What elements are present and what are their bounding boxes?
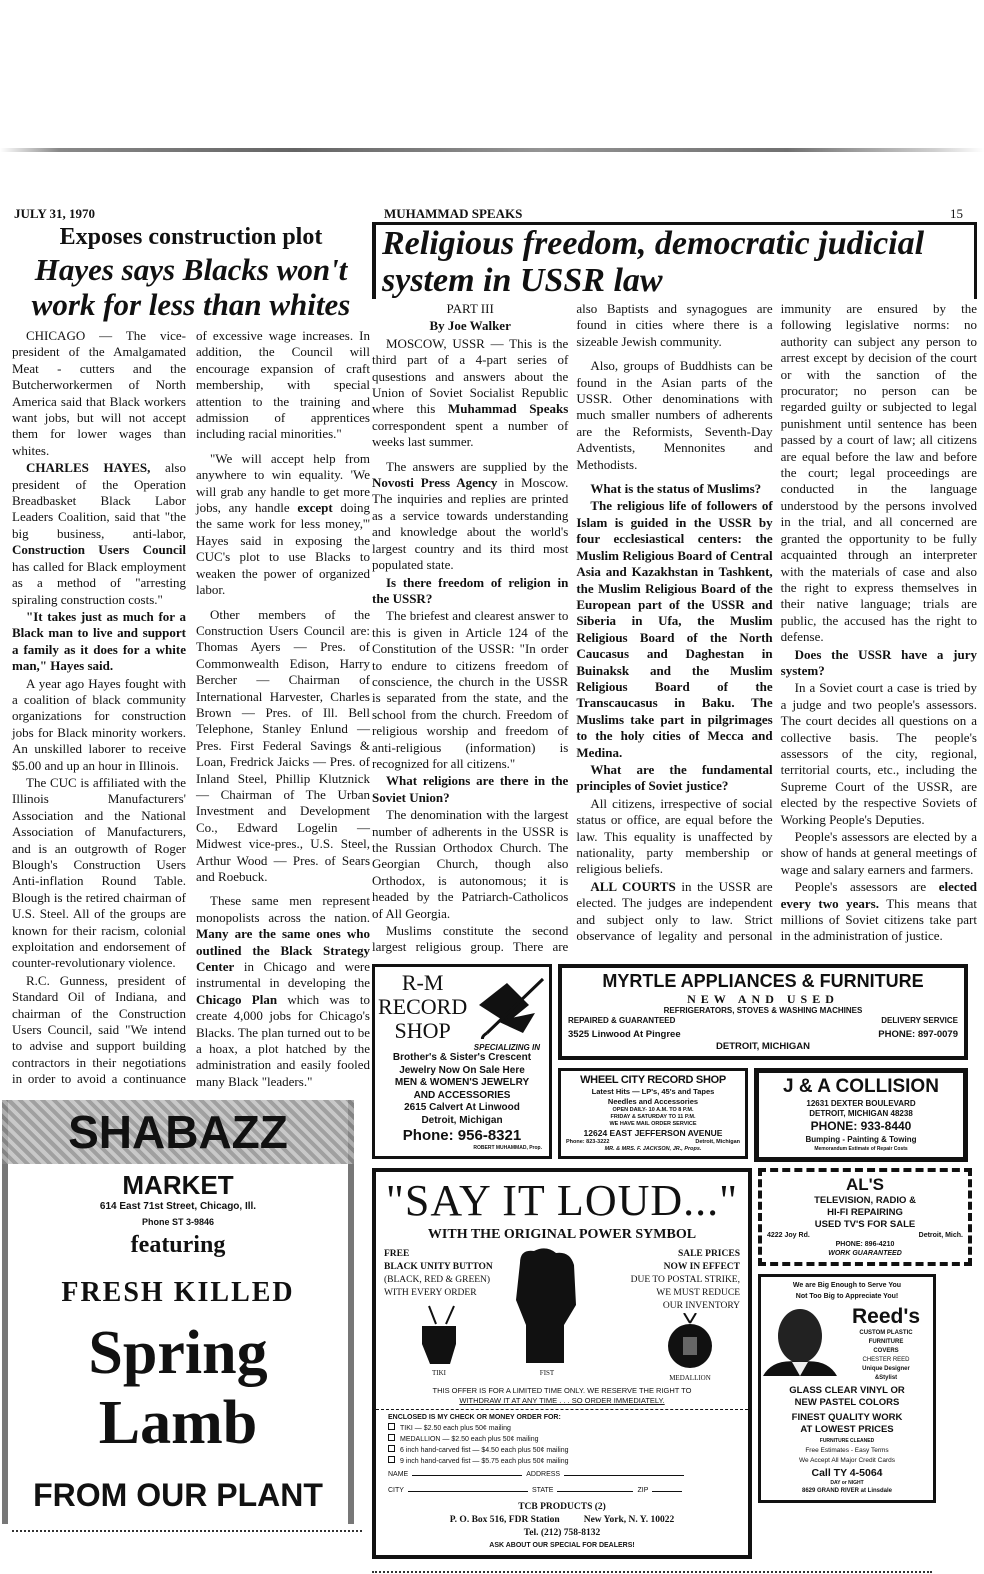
ad-line: &Stylist <box>874 1374 898 1381</box>
paragraph <box>372 608 568 772</box>
state-label: STATE <box>531 1486 554 1494</box>
fist-icon <box>512 1248 582 1364</box>
question-subhead <box>372 773 568 806</box>
ad-line: USED TV'S FOR SALE <box>814 1218 916 1230</box>
text-run: All citizens, irrespective of social status or office, are equal before the law. This equality is unaffected by nationality, party membership or religious beliefs. <box>576 795 773 877</box>
ad-line: Not Too Big to Appreciate You! <box>795 1292 899 1300</box>
zip-label: ZIP <box>637 1486 649 1494</box>
ad-line: FURNITURE CLEANED <box>819 1437 875 1444</box>
name-field[interactable] <box>412 1475 522 1476</box>
ad-line: REFRIGERATORS, STOVES & WASHING MACHINES <box>663 1005 863 1015</box>
text-run: The religious life of followers of Islam is guided in the USSR by four ecclesiastical centers: the Muslim Religious Board of Central Asia and Kazakhstan in Tashkent, the Muslim Religious Board of the European part of the USSR and Siberia in Ufa, the Muslim Religious Board of the North Caucasus and Daghestan in Buinaksk and the Muslim Religious Board of the Transcaucasus in Baku. The Muslims take part in pilgrimages to the holy cities of Mecca and Medina. <box>576 498 773 760</box>
dotted-rule <box>12 1530 362 1533</box>
text-run: in Chicago and were instrumental in developing the <box>196 959 370 991</box>
company-name: TCB PRODUCTS (2) <box>518 1501 606 1512</box>
page-number: 15 <box>950 206 963 221</box>
left-article-body <box>12 328 370 1090</box>
top-hat-cane-icon <box>469 975 545 1039</box>
order-form-heading: ENCLOSED IS MY CHECK OR MONEY ORDER FOR: <box>388 1413 561 1421</box>
ad-shabazz-market <box>2 1100 354 1524</box>
order-option[interactable] <box>388 1423 736 1434</box>
text-run: ALL COURTS <box>590 878 676 894</box>
ad-reeds-furniture-covers <box>758 1274 936 1503</box>
ad-title: MYRTLE APPLIANCES & FURNITURE <box>602 970 924 991</box>
right-article-headline: Religious freedom, democratic judicial system in USSR law <box>372 222 977 299</box>
ad-line: CUSTOM PLASTIC <box>859 1329 913 1336</box>
text-run: which was to create 4,000 jobs for Chicago's Blacks. The plan turned out to be a hoax, a plot hatched by the administration and easily fooled many Black "leaders." <box>196 991 370 1089</box>
paragraph <box>12 676 186 774</box>
paragraph <box>781 879 977 945</box>
text-run: Muslims constitute the second largest religious group. There are also Baptists and synagogues are found in cities where there is a sizeable Jewish community. <box>372 301 773 955</box>
rm-header <box>378 971 546 1043</box>
ad-line: Detroit, Michigan <box>421 1114 503 1126</box>
ad-title: "SAY IT LOUD..." <box>385 1175 739 1225</box>
ad-title: AL'S <box>845 1174 885 1194</box>
ad-ja-collision <box>754 1068 968 1162</box>
ad-wheel-city-record-shop <box>558 1068 748 1159</box>
ad-line: WORK GUARANTEED <box>828 1249 902 1257</box>
ad-line: CHESTER REED <box>862 1356 910 1363</box>
ad-proprietor: MR. & MRS. F. JACKSON, JR., Props. <box>604 1145 702 1152</box>
ad-line: Needles and Accessories <box>607 1096 699 1106</box>
text-run: doing the same work for less money,''' Hayes said in exposing the CUC's plot to use Blacks to weaken the power of organized labor. <box>196 500 370 598</box>
ad-line: GLASS CLEAR VINYL OR <box>789 1384 905 1396</box>
ad-line: DUE TO POSTAL STRIKE, <box>630 1274 740 1285</box>
ad-line: Latest Hits — LP's, 45's and Tapes <box>591 1086 715 1096</box>
print-smudge-line <box>0 148 984 152</box>
text-run: What are the fundamental principles of Soviet justice? <box>576 761 773 794</box>
city-label: CITY <box>388 1486 404 1494</box>
paragraph <box>196 607 370 886</box>
ad-proprietor: ROBERT MUHAMMAD, Prop. <box>473 1145 542 1152</box>
text-run: "It takes just as much for a Black man to live and support a family as it does for a white man," Hayes said. <box>12 608 186 674</box>
ad-line: FRIDAY & SATURDAY TO 11 P.M. <box>610 1113 696 1120</box>
medallion-icon <box>662 1313 718 1369</box>
text-run: What religions are there in the Soviet Union? <box>372 773 569 805</box>
order-option[interactable] <box>388 1445 736 1456</box>
byline: By Joe Walker <box>429 318 511 334</box>
caption-tiki: TIKI <box>432 1368 446 1377</box>
ad-title: SHABAZZ <box>68 1106 288 1159</box>
paragraph <box>372 459 568 574</box>
option-label: 6 inch hand-carved fist — $4.50 each plus 50¢ mailing <box>400 1446 569 1454</box>
ad-als-tv-repair <box>758 1168 972 1266</box>
ad-line: featuring <box>130 1232 226 1259</box>
ad-phone: Call TY 4-5064 <box>811 1466 883 1479</box>
checkbox[interactable] <box>388 1456 395 1463</box>
right-article-body <box>372 301 977 956</box>
ad-line: WE HAVE MAIL ORDER SERVICE <box>609 1120 697 1127</box>
ad-line: MEN & WOMEN'S JEWELRY <box>394 1077 530 1089</box>
ad-line: AT LOWEST PRICES <box>800 1423 894 1435</box>
ad-phone: Phone ST 3-9846 <box>141 1217 215 1228</box>
ad-phone: PHONE: 897-0079 <box>878 1028 958 1040</box>
ads-row-small <box>558 1068 968 1162</box>
text-run: Many are the same ones who outlined the Black Strategy Center <box>196 926 370 975</box>
shop-name-line: R-M <box>401 969 444 995</box>
ad-subtitle: MARKET <box>122 1170 234 1201</box>
ad-line: DAY or NIGHT <box>830 1479 864 1486</box>
text-run: Novosti Press Agency <box>372 475 498 491</box>
text-run: Does the USSR have a jury system? <box>780 646 977 678</box>
paragraph <box>372 336 568 451</box>
ad-say-it-loud <box>372 1168 752 1559</box>
cut-line <box>376 1409 748 1410</box>
text-run: What is the status of Muslims? <box>590 481 762 497</box>
text-run: Muhammad Speaks <box>447 401 569 417</box>
paragraph <box>12 460 186 608</box>
ad-address: 8629 GRAND RIVER at Linsdale <box>801 1487 893 1494</box>
ad-phone: PHONE: 896-4210 <box>835 1240 895 1248</box>
ad-city: Detroit, Mich. <box>918 1231 963 1239</box>
ad-city: New York, N. Y. 10022 <box>583 1514 675 1525</box>
text-run: in Moscow. The inquiries and replies are printed as a service towards understanding and knowledge about the world's largest country and its third most populated state. <box>372 475 569 573</box>
text-run: A year ago Hayes fought with a coalition of black community organizations for construction jobs for Black minority workers. An unskilled laborer to receive $5.00 and up an hour in Illinois. <box>12 675 186 773</box>
question-subhead <box>576 762 772 795</box>
tiki-fist-icon <box>414 1304 464 1364</box>
ad-line: OUR INVENTORY <box>662 1300 740 1311</box>
ad-line: FROM OUR PLANT <box>33 1477 323 1514</box>
newspaper-name: MUHAMMAD SPEAKS <box>384 206 523 221</box>
ad-line: We are Big Enough to Serve You <box>792 1281 902 1289</box>
ad-line: Spring <box>88 1319 268 1388</box>
name-label: NAME <box>388 1470 409 1478</box>
dealers-note: ASK ABOUT OUR SPECIAL FOR DEALERS! <box>489 1541 635 1549</box>
text-run: Is there freedom of religion in the USSR? <box>372 574 569 606</box>
paragraph <box>12 328 186 459</box>
ad-line: BLACK UNITY BUTTON <box>384 1261 493 1272</box>
ad-line: Free Estimates - Easy Terms <box>805 1446 889 1454</box>
option-label: 9 inch hand-carved fist — $5.75 each plus 50¢ mailing <box>400 1457 569 1465</box>
city-field[interactable] <box>408 1491 528 1492</box>
ad-line: 12631 DEXTER BOULEVARD <box>806 1098 916 1108</box>
address-field[interactable] <box>564 1475 684 1476</box>
text-run: This means that millions of Soviet citizens take part in the administration of justice. <box>780 895 977 944</box>
ad-rm-record-shop <box>372 964 552 1160</box>
text-run: except <box>297 500 333 516</box>
ad-subtitle: WITH THE ORIGINAL POWER SYMBOL <box>427 1226 697 1242</box>
ad-address: 3525 Linwood At Pingree <box>568 1028 681 1040</box>
text-run: Other members of the Construction Users Council are: Thomas Ayers — Pres. of Commonwealth Edison, Harry Bercher — Chairman of International Harvester, Charles Brown — Pres. of Ill. Bell Telephone, Stanley Enlund — Pres. First Federal Savings & Loan, Fredrick Jaicks — Pres. of Inland Steel, Phillip Klutznick — Chairman of The Urban Investment and Development Co., Edward Logelin — Midwest vice-pres., U.S. Steel, Arthur Wood — Pres. of Sears and Roebuck. <box>196 606 370 884</box>
ad-line: (BLACK, RED & GREEN) <box>384 1274 491 1285</box>
option-label: TIKI — $2.50 each plus 50¢ mailing <box>400 1424 511 1432</box>
question-subhead <box>576 481 772 497</box>
ad-line: DELIVERY SERVICE <box>881 1015 958 1025</box>
shop-name-line: SHOP <box>394 1017 451 1043</box>
caption-fist: FIST <box>539 1369 555 1378</box>
text-run: also president of the Operation Breadbasket Black Labor Leaders Coalition, said that "the big business, anti-labor, <box>12 460 186 541</box>
checkbox[interactable] <box>388 1423 395 1430</box>
offer-text: THIS OFFER IS FOR A LIMITED TIME ONLY. WE RESERVE THE RIGHT TO <box>432 1385 692 1395</box>
ad-line: COVERS <box>873 1347 899 1354</box>
ads-row-1 <box>372 964 977 1162</box>
text-run: Chicago Plan <box>196 991 278 1007</box>
ad-phone: Phone: 956-8321 <box>402 1127 522 1145</box>
ads-row-2 <box>372 1168 977 1559</box>
ad-line: NOW IN EFFECT <box>663 1261 740 1272</box>
ad-line: NEW PASTEL COLORS <box>794 1396 900 1408</box>
paragraph <box>576 498 772 761</box>
paragraph <box>196 893 370 1090</box>
ad-line: Unique Designer <box>862 1365 910 1372</box>
state-field[interactable] <box>557 1491 633 1492</box>
ad-line: REPAIRED & GUARANTEED <box>568 1015 676 1025</box>
paragraph <box>372 807 568 922</box>
question-subhead <box>372 575 568 608</box>
reed-header <box>763 1304 931 1383</box>
left-zone <box>12 222 370 1533</box>
text-run: Construction Users Council <box>12 542 186 558</box>
paragraph <box>12 609 186 675</box>
say-products-row <box>376 1244 748 1383</box>
ads-col-right <box>558 964 968 1162</box>
ad-title: J & A COLLISION <box>783 1075 939 1097</box>
ad-city: DETROIT, MICHIGAN <box>716 1040 810 1052</box>
ads-area <box>372 964 977 1574</box>
ad-line: WITH EVERY ORDER <box>384 1287 477 1298</box>
order-option[interactable] <box>388 1434 736 1445</box>
order-option[interactable] <box>388 1456 736 1467</box>
ad-line: WE MUST REDUCE <box>656 1287 740 1298</box>
paragraph <box>781 680 977 828</box>
ad-line: FINEST QUALITY WORK <box>791 1411 903 1423</box>
text-run: In a Soviet court a case is tried by a judge and two people's assessors. The court decides all questions on a collective basis. The people's assessors of the city, regional, territorial courts, etc., including the Supreme Court of the USSR, are elected by the respective Soviets of Working People's Deputies. <box>780 680 977 827</box>
text-run: The briefest and clearest answer to this is given in Article 124 of the Constitution of the USSR: "In order to endure to citizens freedom of conscience, the church in the USSR is separated from the state, and the school from the church. Freedom of religious worship and freedom of anti-religious (information) is recognized for all citizens." <box>372 608 569 771</box>
ad-line: FURNITURE <box>868 1338 904 1345</box>
ad-line: We Accept All Major Credit Cards <box>799 1456 895 1464</box>
ad-line: TELEVISION, RADIO & <box>814 1194 916 1206</box>
ad-phone: Tel. (212) 758-8132 <box>523 1527 601 1538</box>
text-run: CHICAGO — The vice-president of the Amalgamated Meat - cutters and the Butcherworkermen of North America said that Black workers want jobs, but will not accept them for lower wages than whites. <box>12 328 186 458</box>
ad-phone: Phone: 823-3222 <box>566 1138 610 1145</box>
dotted-rule <box>372 1571 932 1574</box>
ad-address: 12624 EAST JEFFERSON AVENUE <box>583 1127 723 1138</box>
paragraph <box>781 829 977 878</box>
ad-subtitle: NEW AND USED <box>687 991 839 1006</box>
text-run: The CUC is affiliated with the Illinois Manufacturers' Association and the National Association of Manufacturers, and is an outgrowth of Roger Blough's Construction Users Anti-inflation Round Table. Blough is the retired chairman of U.S. Steel. All of the groups are known for their racism, colonial exploitation and endorsement of counter-revolutionary violence. <box>12 774 186 971</box>
text-run: Also, groups of Buddhists can be found in the Asian parts of the USSR. Other denominations with much smaller numbers of adherents are the Reformists, Seventh-Day Adventists, Mennonites and Methodists. <box>576 358 773 472</box>
ad-phone: PHONE: 933-8440 <box>810 1118 912 1133</box>
ad-address: 614 East 71st Street, Chicago, Ill. <box>99 1201 257 1213</box>
text-run: The answers are supplied by the <box>386 458 569 474</box>
ad-line: 2615 Calvert At Linwood <box>404 1102 520 1114</box>
text-run: MOSCOW, USSR — This is the third part of a 4-part series of qusestions and answers about the Union of Soviet Socialist Republic where this <box>372 335 569 417</box>
text-run: These same men represent monopolists across the nation. <box>196 893 370 925</box>
text-run: People's assessors are <box>794 879 939 895</box>
ad-line: Jewelry Now On Sale Here <box>399 1064 525 1076</box>
ad-address: P. O. Box 516, FDR Station <box>449 1514 560 1525</box>
address-label: ADDRESS <box>526 1470 561 1478</box>
paragraph <box>196 451 370 599</box>
caption-medallion: MEDALLION <box>669 1373 711 1382</box>
specializing-label: SPECIALIZING IN <box>473 1042 540 1052</box>
text-run: CHARLES HAYES, <box>26 460 151 476</box>
paragraph <box>12 775 186 972</box>
left-article-kicker: Exposes construction plot <box>59 224 323 250</box>
right-zone <box>372 222 977 1574</box>
ad-line: SALE PRICES <box>677 1248 740 1259</box>
text-run: "We will accept help from anywhere to win equality. 'We will grab any handle to get more jobs, any handle <box>196 450 370 516</box>
checkbox[interactable] <box>388 1434 395 1441</box>
text-run: has called for Black employment as a method of "arresting spiraling construction costs." <box>12 558 186 607</box>
part-label: PART III <box>446 301 494 316</box>
left-article-headline: Hayes says Blacks won't work for less than whites <box>31 252 351 322</box>
option-label: MEDALLION — $2.50 each plus 50¢ mailing <box>400 1435 539 1443</box>
issue-date: JULY 31, 1970 <box>14 206 96 221</box>
paragraph <box>576 796 772 878</box>
paragraph <box>576 358 772 473</box>
offer-text: WITHDRAW IT AT ANY TIME . . . SO ORDER IMMEDIATELY. <box>459 1395 665 1405</box>
ad-address: 4222 Joy Rd. <box>767 1231 810 1239</box>
ad-line: Lamb <box>98 1389 258 1458</box>
text-run: R.C. Gunness, president of Standard Oil of Indiana, and chairman of the Construction Users Council, said "We intend to advise and support building contractors in their negotiations in order to avoid a continuance of excessive wage increases. In addition, the Council will encourage expansion of craft membership, with special attention to the training and admission of apprentices including racial minorities." <box>12 328 370 1087</box>
text-run: correspondent spent a number of weeks last summer. <box>372 417 569 450</box>
text-run: in the USSR are elected. The judges are independent and subject only to law. Strict observance of legality and personal immunity are ensured by the following legislative norms: no authority can subject any person to arrest except by decision of the court or with the sanction of the procurator; no person can be regarded guilty or subjected to legal punishment until sentence has been passed by a court of law; all citizens are equal before the law and before the court; legal proceedings are conducted in the language understood by the persons involved in the trial, and all concerned are granted the opportunity to be fully acquainted through an interpreter with the materials of case and also the right to express themselves in their native language; trials are public, the accused has the right to defense. <box>576 301 977 944</box>
ad-line: Brother's & Sister's Crescent <box>392 1052 532 1064</box>
text-run: People's assessors are elected by a show of hands at general meetings of wage and salary earners and farmers. <box>780 829 977 877</box>
ad-city: Detroit, Michigan <box>695 1138 740 1145</box>
ads-col-small <box>758 1168 972 1503</box>
checkbox[interactable] <box>388 1445 395 1452</box>
portrait-photo <box>763 1304 837 1376</box>
ad-line: OPEN DAILY- 10 A.M. TO 8 P.M. <box>612 1106 694 1113</box>
question-subhead <box>781 647 977 680</box>
ad-line: Bumping - Painting & Towing <box>805 1134 917 1144</box>
ad-line: Memorandum Estimate of Repair Costs <box>814 1145 908 1152</box>
ad-title: Reed's <box>851 1304 921 1328</box>
ad-line: AND ACCESSORIES <box>413 1089 511 1101</box>
ad-myrtle-appliances <box>558 964 968 1060</box>
shop-name-line: RECORD <box>378 993 468 1019</box>
ad-title: WHEEL CITY RECORD SHOP <box>580 1073 726 1086</box>
ad-line: DETROIT, MICHIGAN 48238 <box>809 1108 913 1118</box>
ad-line: FRESH KILLED <box>61 1277 295 1309</box>
text-run: The denomination with the largest number of adherents in the USSR is the Russian Orthodox Church. The Georgian Church, though also Orthodox, is autonomous; it is headed by the Patriarch-Catholicos of All Georgia. <box>372 807 569 921</box>
text-run: elected every two years. <box>780 879 977 911</box>
zip-field[interactable] <box>652 1491 682 1492</box>
ad-line: HI-FI REPAIRING <box>827 1206 903 1218</box>
ad-line: FREE <box>384 1248 410 1259</box>
